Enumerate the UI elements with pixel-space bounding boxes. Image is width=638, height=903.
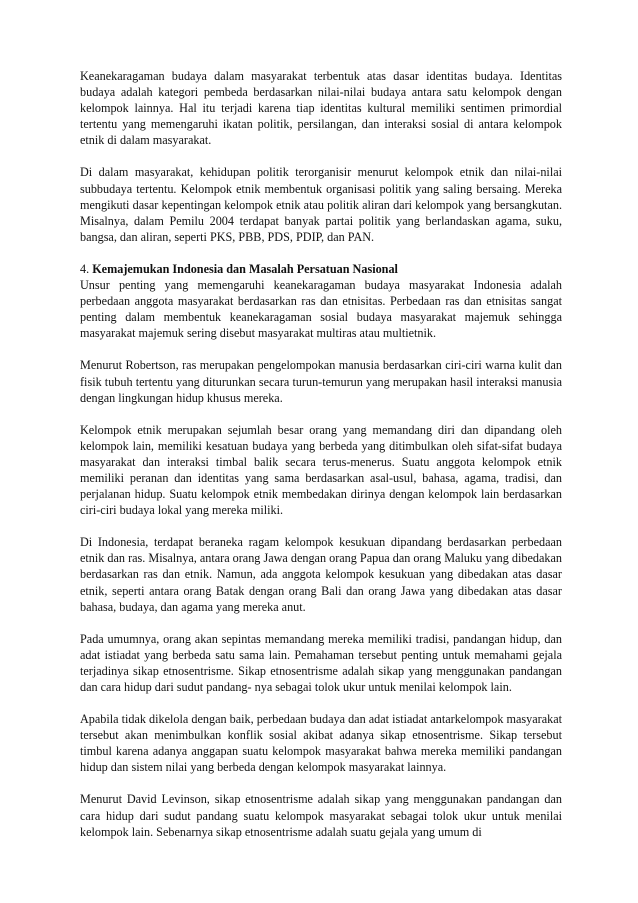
document-page (80, 68, 562, 840)
paragraph-ethnic-politics: Di dalam masyarakat, kehidupan politik terorganisir menurut kelompok etnik dan nilai-nilai subbudaya tertentu. Kelompok etnik membentuk organisasi politik yang saling bersaing. Mereka mengikuti dasar kepentingan kelompok etnik atau politik aliran dari kelompok yang bersangkutan. Misalnya, dalam Pemilu 2004 terdapat banyak partai politik yang berlandaskan agama, suku, bangsa, dan aliran, seperti PKS, PBB, PDS, PDIP, dan PAN. (80, 165, 562, 244)
paragraph-ethnocentrism-intro: Pada umumnya, orang akan sepintas memandang mereka memiliki tradisi, pandangan hidup, dan adat istiadat yang berbeda satu sama lain. Pemahaman tersebut penting untuk memahami gejala terjadinya sikap etnosentrisme. Sikap etnosentrisme adalah sikap yang menggunakan pandangan dan cara hidup dari sudut pandang- nya sebagai tolok ukur untuk menilai kelompok lain. (80, 631, 562, 694)
paragraph-robertson-race: Menurut Robertson, ras merupakan pengelompokan manusia berdasarkan ciri-ciri warna kulit dan fisik tubuh tertentu yang diturunkan secara turun-temurun yang merupakan hasil interaksi manusia dengan lingkungan hidup khusus mereka. (80, 358, 562, 405)
paragraph-indonesia-groups: Di Indonesia, terdapat beraneka ragam kelompok kesukuan dipandang berdasarkan perbedaan etnik dan ras. Misalnya, antara orang Jawa dengan orang Papua dan orang Maluku yang dibedakan berdasarkan ras dan etnik. Namun, ada anggota kelompok kesukuan yang dibedakan atas dasar etnik, seperti antara orang Batak dengan orang Bali dan orang Jawa yang dibedakan atas dasar bahasa, budaya, dan agama yang mereka anut. (80, 535, 562, 614)
paragraph-social-conflict: Apabila tidak dikelola dengan baik, perbedaan budaya dan adat istiadat antarkelompok masyarakat tersebut akan menimbulkan konflik sosial akibat adanya sikap etnosentrisme. Sikap tersebut timbul karena adanya anggapan suatu kelompok masyarakat bahwa mereka memiliki pandangan hidup dan sistem nilai yang berbeda dengan kelompok masyarakat lainnya. (80, 712, 562, 775)
paragraph-levinson: Menurut David Levinson, sikap etnosentrisme adalah sikap yang menggunakan pandangan dan cara hidup dari sudut pandang suatu kelompok masyarakat sebagai tolok ukur untuk menilai kelompok lain. Sebenarnya sikap etnosentrisme adalah suatu gejala yang umum di (80, 792, 562, 839)
paragraph-race-ethnicity: Unsur penting yang memengaruhi keanekaragaman budaya masyarakat Indonesia adalah perbedaan anggota masyarakat berdasarkan ras dan etnisitas. Perbedaan ras dan etnisitas sangat penting dalam membentuk keanekaragaman sosial budaya masyarakat majemuk sehingga masyarakat majemuk sering disebut masyarakat multiras atau multietnik. (80, 278, 562, 341)
section-number: 4. (80, 261, 90, 276)
paragraph-cultural-identity: Keanekaragaman budaya dalam masyarakat terbentuk atas dasar identitas budaya. Identitas budaya adalah kategori pembeda berdasarkan nilai-nilai budaya antara satu kelompok dengan kelompok lainnya. Hal itu terjadi karena tiap identitas kultural memiliki sentimen primordial tertentu yang memengaruhi ikatan politik, persilangan, dan interaksi sosial di antara kelompok etnik di dalam masyarakat. (80, 69, 562, 148)
section-heading (80, 261, 562, 277)
paragraph-ethnic-group: Kelompok etnik merupakan sejumlah besar orang yang memandang diri dan dipandang oleh kelompok lain, memiliki kesatuan budaya yang berbeda yang ditimbulkan oleh sifat-sifat budaya masyarakat dan interaksi timbal balik secara terus-menerus. Suatu anggota kelompok etnik memiliki peranan dan identitas yang sama berdasarkan asal-usul, bahasa, agama, tradisi, dan perjalanan hidup. Suatu kelompok etnik membedakan dirinya dengan kelompok lain berdasarkan ciri-ciri budaya lokal yang mereka miliki. (80, 422, 562, 518)
section-title: Kemajemukan Indonesia dan Masalah Persatuan Nasional (92, 261, 398, 276)
